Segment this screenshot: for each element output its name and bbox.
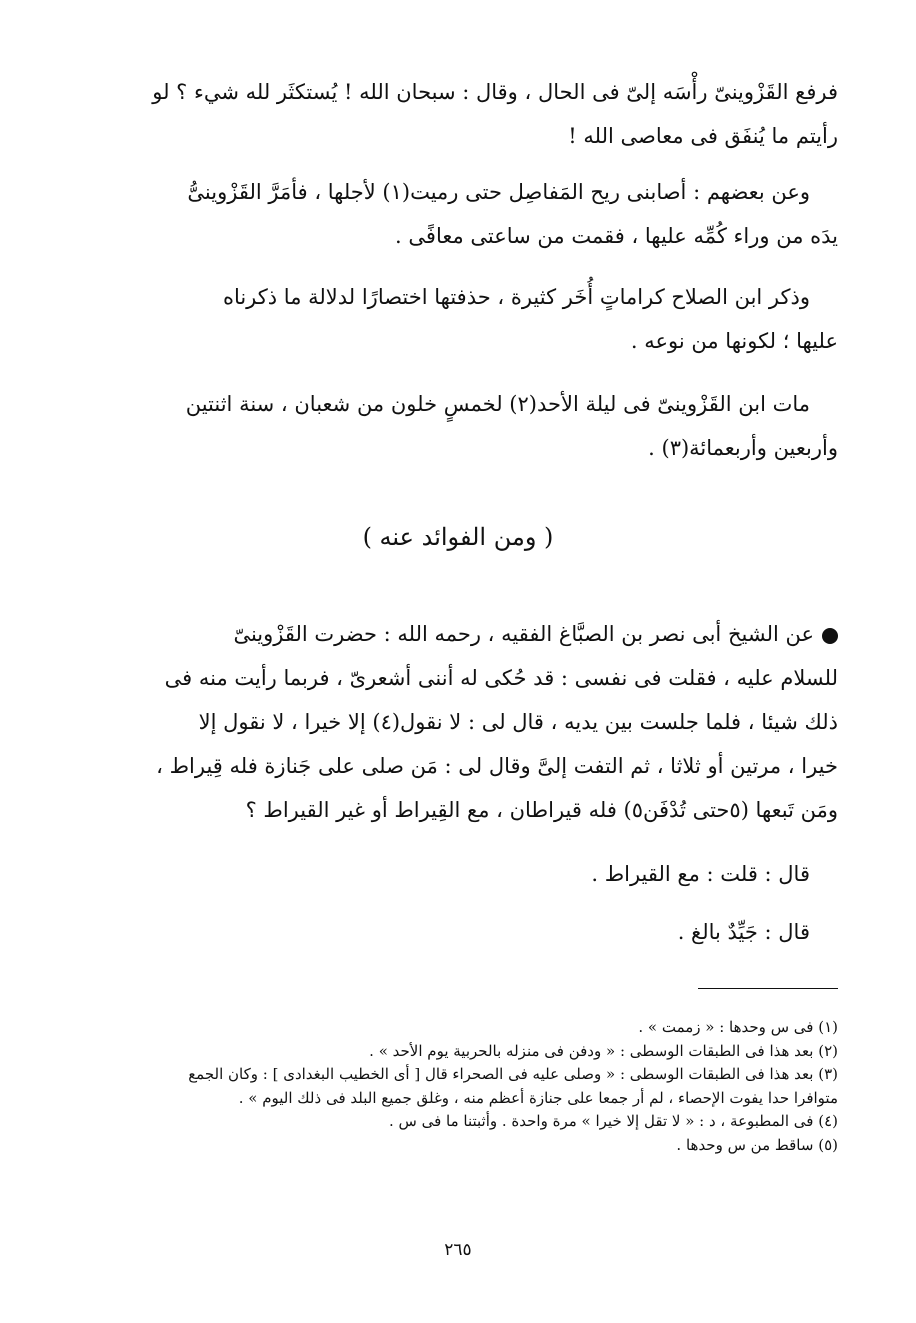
page-number: ٢٦٥ (444, 1240, 472, 1260)
paragraph-2 (76, 170, 838, 258)
text-line: وأربعين وأربعمائة(٣) . (648, 436, 838, 460)
paragraph-3 (76, 275, 838, 363)
reply-line: قال : قلت : مع القيراط . (591, 862, 810, 886)
footnote: (١) فى س وحدها : « زممت » . (638, 1018, 838, 1036)
paragraph-1 (76, 70, 838, 158)
text-line: وذكر ابن الصلاح كراماتٍ أُخَر كثيرة ، حذفتها اختصارًا لدلالة ما ذكرناه (222, 285, 810, 309)
text-line: وعن بعضهم : أصابنى ريح المَفاصِل حتى رميت(١) لأجلها ، فأمَرَّ القَزْوينىُّ (187, 180, 810, 204)
footnote: (٤) فى المطبوعة ، د : « لا تقل إلا خيرا » مرة واحدة . وأثبتنا ما فى س . (388, 1112, 838, 1130)
text-line: للسلام عليه ، فقلت فى نفسى : قد حُكى له أننى أشعرىّ ، فربما رأيت منه فى (164, 666, 838, 690)
reply-line: قال : جَيِّدٌ بالغ . (677, 920, 810, 944)
text-line: عليها ؛ لكونها من نوعه . (630, 329, 838, 353)
text-line: رأيتم ما يُنفَق فى معاصى الله ! (568, 124, 838, 148)
footnote: (٣) بعد هذا فى الطبقات الوسطى : « وصلى عليه فى الصحراء قال [ أى الخطيب البغدادى ] : وكان الجمع (188, 1065, 838, 1083)
text-line: خيرا ، مرتين أو ثلاثا ، ثم التفت إلىَّ وقال لى : مَن صلى على جَنازة فله قِيراط ، (156, 754, 838, 778)
paragraph-4 (76, 382, 838, 470)
footnote-divider (698, 988, 838, 989)
footnotes (76, 1016, 838, 1157)
text-line: يدَه من وراء كُمِّه عليها ، فقمت من ساعتى معافًى . (395, 224, 838, 248)
text-line: ذلك شيئا ، فلما جلست بين يديه ، قال لى : لا نقول(٤) إلا خيرا ، لا نقول إلا (198, 710, 838, 734)
text-line: مات ابن القَزْوينىّ فى ليلة الأحد(٢) لخمسٍ خلون من شعبان ، سنة اثنتين (185, 392, 810, 416)
section-heading: ( ومن الفوائد عنه ) (362, 523, 554, 551)
text-line: عن الشيخ أبى نصر بن الصبَّاغ الفقيه ، رحمه الله : حضرت القَزْوينىّ (233, 622, 814, 646)
footnote-continuation: متوافرا حدا يفوت الإحصاء ، لم أر جمعا على جنازة أعظم منه ، وغلق جميع البلد فى ذلك اليوم » . (238, 1088, 838, 1107)
bullet-dot-icon (822, 628, 838, 644)
text-line: ومَن تَبعها (٥حتى تُدْفَن٥) فله قيراطان ، مع القِيراط أو غير القيراط ؟ (245, 798, 838, 822)
anecdote-paragraph (76, 612, 838, 832)
footnote: (٢) بعد هذا فى الطبقات الوسطى : « ودفن فى منزله بالحربية يوم الأحد » . (369, 1041, 838, 1060)
footnote: (٥) ساقط من س وحدها . (676, 1135, 838, 1154)
reply-lines (76, 852, 838, 954)
text-line: فرفع القَزْوينىّ رأْسَه إلىّ فى الحال ، وقال : سبحان الله ! يُستكثَر لله شيء ؟ لو (152, 80, 838, 104)
